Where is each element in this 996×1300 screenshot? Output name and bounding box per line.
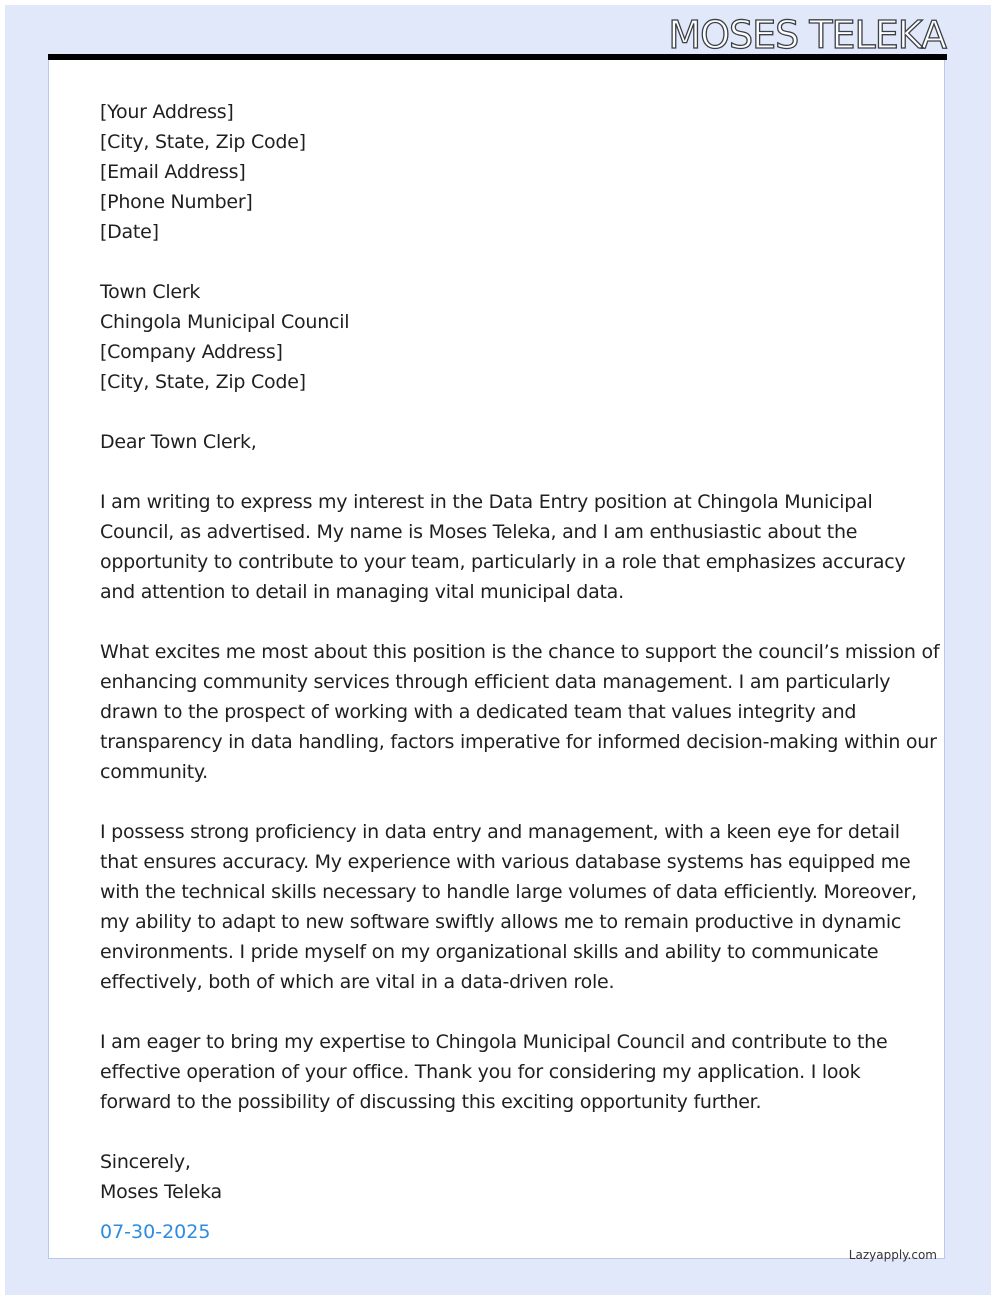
sender-email: [Email Address] [100, 161, 246, 183]
paragraph-line: What excites me most about this position is the chance to support the council’s mission of [100, 641, 940, 663]
spacer [100, 397, 900, 427]
spacer [100, 787, 900, 817]
paragraph-1 [100, 487, 906, 607]
paragraph-line: effectively, both of which are vital in a data-driven role. [100, 971, 615, 993]
paragraph-line: environments. I pride myself on my organizational skills and ability to communicate [100, 941, 879, 963]
signature-name: Moses Teleka [100, 1181, 222, 1203]
paragraph-line: Council, as advertised. My name is Moses Teleka, and I am enthusiastic about the [100, 521, 858, 543]
paragraph-line: my ability to adapt to new software swiftly allows me to remain productive in dynamic [100, 911, 902, 933]
sender-block [100, 97, 900, 247]
valediction: Sincerely, [100, 1151, 191, 1173]
salutation [100, 427, 900, 457]
sender-address: [Your Address] [100, 101, 234, 123]
paragraph-line: transparency in data handling, factors imperative for informed decision-making within our [100, 731, 937, 753]
sender-date: [Date] [100, 221, 159, 243]
sender-phone: [Phone Number] [100, 191, 253, 213]
paragraph-line: drawn to the prospect of working with a dedicated team that values integrity and [100, 701, 857, 723]
paragraph-line: that ensures accuracy. My experience with various database systems has equipped me [100, 851, 911, 873]
paragraph-line: I am writing to express my interest in the Data Entry position at Chingola Municipal [100, 491, 873, 513]
paragraph-3 [100, 817, 917, 997]
paragraph-line: community. [100, 761, 208, 783]
recipient-address: [Company Address] [100, 341, 283, 363]
spacer [100, 607, 900, 637]
paragraph-line: forward to the possibility of discussing this exciting opportunity further. [100, 1091, 762, 1113]
paragraph-line: enhancing community services through efficient data management. I am particularly [100, 671, 891, 693]
paragraph-4 [100, 1027, 900, 1117]
paragraph-2 [100, 637, 940, 787]
sender-city-state-zip: [City, State, Zip Code] [100, 131, 306, 153]
recipient-organization: Chingola Municipal Council [100, 311, 350, 333]
paragraph-line: I am eager to bring my expertise to Chingola Municipal Council and contribute to the [100, 1031, 888, 1053]
applicant-name-heading: MOSES TELEKA [668, 13, 946, 57]
paragraph-line: with the technical skills necessary to handle large volumes of data efficiently. Moreover, [100, 881, 917, 903]
cover-letter-body [100, 97, 940, 1207]
paragraph-line: effective operation of your office. Thank you for considering my application. I look [100, 1061, 861, 1083]
spacer [100, 997, 900, 1027]
recipient-city-state-zip: [City, State, Zip Code] [100, 371, 306, 393]
paragraph-line: opportunity to contribute to your team, particularly in a role that emphasizes accuracy [100, 551, 906, 573]
recipient-title: Town Clerk [100, 281, 201, 303]
salutation-text: Dear Town Clerk, [100, 431, 257, 453]
paragraph-line: I possess strong proficiency in data entry and management, with a keen eye for detail [100, 821, 900, 843]
watermark-text: Lazyapply.com [848, 1248, 937, 1262]
paragraph-line: and attention to detail in managing vital municipal data. [100, 581, 624, 603]
footer-date: 07-30-2025 [100, 1221, 211, 1243]
closing-block [100, 1147, 900, 1207]
spacer [100, 247, 900, 277]
spacer [100, 1117, 900, 1147]
spacer [100, 457, 900, 487]
recipient-block [100, 277, 900, 397]
